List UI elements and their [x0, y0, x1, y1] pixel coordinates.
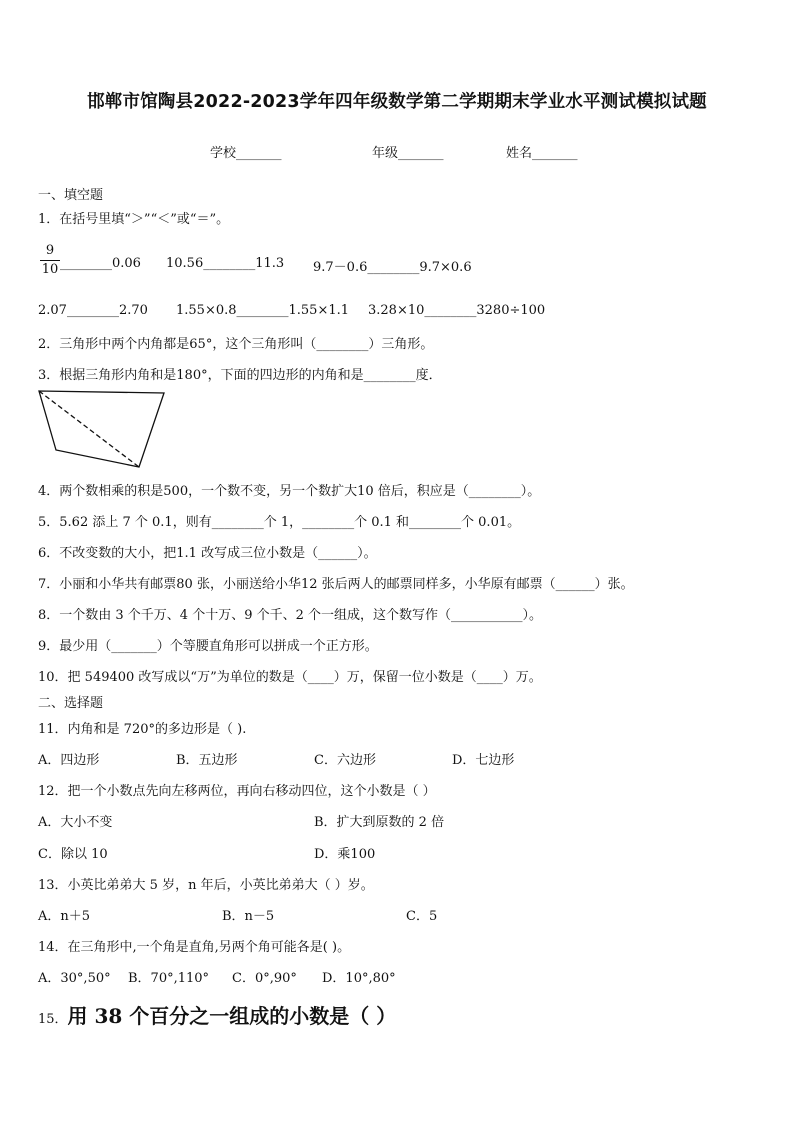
q13-option-b[interactable]: B．n－5	[222, 909, 275, 924]
q12-option-b[interactable]: B．扩大到原数的 2 倍	[314, 815, 445, 830]
quadrilateral-outline	[39, 391, 164, 467]
q1-item-2[interactable]: 10.56________11.3	[166, 256, 285, 271]
q11-option-b[interactable]: B．五边形	[176, 753, 238, 768]
q14-option-c[interactable]: C．0°,90°	[232, 971, 297, 986]
fraction-denominator: 10	[41, 262, 59, 277]
quadrilateral-figure	[36, 388, 168, 472]
question-14: 14．在三角形中,一个角是直角,另两个角可能各是( )。	[38, 940, 351, 955]
q12-option-d[interactable]: D．乘100	[314, 847, 376, 862]
question-13: 13．小英比弟弟大 5 岁，n 年后，小英比弟弟大（ ）岁。	[38, 878, 374, 893]
question-6: 6．不改变数的大小，把1.1 改写成三位小数是（______）。	[38, 546, 377, 561]
q1-item-4[interactable]: 2.07________2.70	[38, 303, 148, 318]
question-11: 11．内角和是 720°的多边形是（ ).	[38, 722, 247, 737]
q12-option-a[interactable]: A．大小不变	[38, 815, 113, 830]
q14-option-b[interactable]: B．70°,110°	[128, 971, 210, 986]
fraction-9-10	[40, 243, 60, 278]
question-12: 12．把一个小数点先向左移两位，再向右移动四位，这个小数是（ ）	[38, 784, 436, 799]
name-field[interactable]: 姓名_______	[506, 146, 578, 161]
question-4: 4．两个数相乘的积是500，一个数不变，另一个数扩大10 倍后，积应是（________）。	[38, 484, 541, 499]
q1-item-3[interactable]: 9.7－0.6________9.7×0.6	[313, 260, 472, 275]
q1-item-5[interactable]: 1.55×0.8________1.55×1.1	[176, 303, 350, 318]
q13-option-c[interactable]: C．5	[406, 909, 438, 924]
q11-option-d[interactable]: D．七边形	[452, 753, 515, 768]
question-3: 3．根据三角形内角和是180°，下面的四边形的内角和是________度．	[38, 368, 442, 383]
question-2: 2．三角形中两个内角都是65°，这个三角形叫（________）三角形。	[38, 337, 434, 352]
fraction-bar	[40, 260, 60, 261]
section-fill-blank: 一、填空题	[38, 188, 104, 203]
question-5: 5．5.62 添上 7 个 0.1，则有________个 1，________个 0.1 和________个 0.01。	[38, 515, 521, 530]
q11-option-c[interactable]: C．六边形	[314, 753, 376, 768]
q1-item-1[interactable]: ________0.06	[60, 256, 141, 271]
question-15-text: 用 38 个百分之一组成的小数是（ ）	[67, 1004, 397, 1028]
q13-option-a[interactable]: A．n＋5	[38, 909, 91, 924]
question-10: 10．把 549400 改写成以“万”为单位的数是（____）万，保留一位小数是（____）万。	[38, 670, 542, 685]
q11-option-a[interactable]: A．四边形	[38, 753, 100, 768]
question-9: 9．最少用（_______）个等腰直角形可以拼成一个正方形。	[38, 639, 378, 654]
q14-option-a[interactable]: A．30°,50°	[38, 971, 111, 986]
question-7: 7．小丽和小华共有邮票80 张，小丽送给小华12 张后两人的邮票同样多，小华原有邮票（______）张。	[38, 577, 634, 592]
school-field[interactable]: 学校_______	[210, 146, 282, 161]
question-15-number: 15．	[38, 1012, 68, 1027]
page-title: 邯郸市馆陶县2022-2023学年四年级数学第二学期期末学业水平测试模拟试题	[87, 92, 707, 112]
section-choice: 二、选择题	[38, 696, 104, 711]
q14-option-d[interactable]: D．10°,80°	[322, 971, 396, 986]
fraction-numerator: 9	[45, 243, 55, 258]
q1-item-6[interactable]: 3.28×10________3280÷100	[368, 303, 546, 318]
q12-option-c[interactable]: C．除以 10	[38, 847, 108, 862]
question-1: 1．在括号里填“＞”“＜”或“＝”。	[38, 212, 230, 227]
quadrilateral-diagonal	[39, 391, 139, 467]
question-8: 8．一个数由 3 个千万、4 个十万、9 个千、2 个一组成，这个数写作（___________）。	[38, 608, 543, 623]
grade-field[interactable]: 年级_______	[372, 146, 444, 161]
question-15	[38, 1000, 396, 1029]
